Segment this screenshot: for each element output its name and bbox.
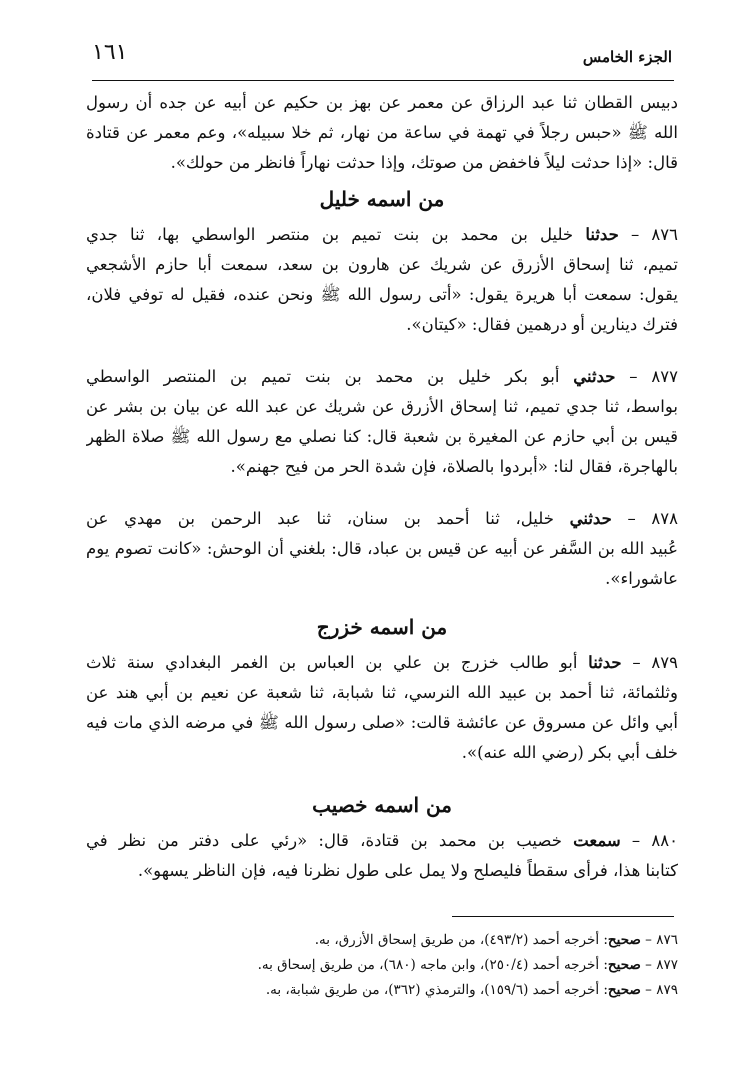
text-line: كتابنا هذا، فرأى سقطاً فليصلح ولا يمل على طول نظرنا فيه، فإن الناظر يسهو». [137,861,678,880]
text-line [86,220,678,250]
text-line: أبي وائل عن مسروق عن عائشة قالت: «صلى رسول الله ﷺ في مرضه الذي مات فيه [86,713,678,732]
text-line: بواسط، ثنا جدي تميم، ثنا إسحاق الأزرق عن شريك عن عبد الله عن بيان بن بشر عن [86,397,678,416]
hadith-879 [86,648,678,768]
text-line: فترك دينارين أو درهمين فقال: «كيتان». [406,315,678,334]
hadith-number: ٨٧٨ – [611,509,678,528]
footnote-879 [150,978,678,1003]
text-line: يقول: سمعت أبا هريرة يقول: «أتى رسول الله ﷺ ونحن عنده، فقيل له توفي فلان، [86,285,678,304]
hadith-878 [86,504,678,594]
hadith-880 [86,826,678,886]
footnote-876 [150,928,678,953]
section-heading-khazraj: من اسمه خزرج [316,615,448,639]
footnote-number: ٨٧٦ – [640,932,678,948]
footnote-number: ٨٧٧ – [640,957,678,973]
hadith-text: خليل بن محمد بن بنت تميم بن منتصر الواسطي بها، ثنا جدي [86,225,586,244]
hadith-lead-word: حدثنا [588,653,622,672]
footnote-number: ٨٧٩ – [640,982,678,998]
text-line: خلف أبي بكر (رضي الله عنه)». [461,743,678,762]
footnotes [150,928,678,1003]
page-number: ١٦١ [92,40,128,65]
hadith-lead-word: سمعت [573,831,621,850]
footnote-divider [452,916,674,917]
hadith-number: ٨٨٠ – [620,831,678,850]
hadith-text: أبو طالب خزرج بن علي بن العباس بن الغمر البغدادي سنة ثلاث [86,653,589,672]
footnote-text: : أخرجه أحمد (٢٥٠/٤)، وابن ماجه (٦٨٠)، من طريق إسحاق به. [257,957,608,973]
text-line [86,826,678,856]
hadith-877 [86,362,678,482]
header-divider [92,80,674,81]
text-line: قيس بن أبي حازم عن المغيرة بن شعبة قال: كنا نصلي مع رسول الله ﷺ صلاة الظهر [86,427,678,446]
text-line: دبيس القطان ثنا عبد الرزاق عن معمر عن بهز بن حكيم عن أبيه عن جده أن رسول [86,93,678,112]
hadith-number: ٨٧٦ – [618,225,678,244]
text-line: تميم، ثنا إسحاق الأزرق عن شريك عن هارون بن سعد، سمعت أبا حازم الأشجعي [86,255,678,274]
section-heading-khusaib: من اسمه خصيب [312,793,452,817]
text-line [86,648,678,678]
text-line [86,362,678,392]
text-line: بالهاجرة، فقال لنا: «أبردوا بالصلاة، فإن شدة الحر من فيح جهنم». [230,457,678,476]
footnote-grade: صحيح [607,932,641,948]
footnote-grade: صحيح [607,982,641,998]
text-line: قال: «إذا حدثت ليلاً فاخفض من صوتك، وإذا حدثت نهاراً فانظر من حولك». [170,153,678,172]
text-line: وثلثمائة، ثنا أحمد بن عبيد الله النرسي، ثنا شبابة، ثنا شعبة عن نعيم بن أبي هند عن [86,683,678,702]
footnote-text: : أخرجه أحمد (١٥٩/٦)، والترمذي (٣٦٢)، من طريق شبابة، به. [265,982,608,998]
text-line: عاشوراء». [605,569,678,588]
hadith-text: خصيب بن محمد بن قتادة، قال: «رئي على دفتر من نظر في [86,831,574,850]
running-title: الجزء الخامس [582,48,672,66]
page-header [92,36,672,76]
hadith-text: خليل، ثنا أحمد بن سنان، ثنا عبد الرحمن بن مهدي عن [86,509,570,528]
main-text [86,88,678,886]
text-line [86,504,678,534]
footnote-877 [150,953,678,978]
hadith-lead-word: حدثني [569,509,612,528]
hadith-lead-word: حدثنا [585,225,619,244]
hadith-number: ٨٧٧ – [615,367,678,386]
hadith-text: أبو بكر خليل بن محمد بن بنت تميم بن المنتصر الواسطي [86,367,574,386]
text-line: الله ﷺ «حبس رجلاً في تهمة في ساعة من نهار، ثم خلا سبيله»، وعم معمر عن قتادة [86,123,678,142]
footnote-text: : أخرجه أحمد (٤٩٣/٢)، من طريق إسحاق الأزرق، به. [314,932,608,948]
hadith-number: ٨٧٩ – [621,653,678,672]
section-heading-khalil: من اسمه خليل [319,187,445,211]
hadith-lead-word: حدثني [573,367,616,386]
hadith-876 [86,220,678,340]
footnote-grade: صحيح [607,957,641,973]
text-line: عُبيد الله بن السَّفر عن أبيه عن قيس بن عباد، قال: بلغني أن الوحش: «كانت تصوم يوم [86,539,678,558]
intro-paragraph [86,88,678,178]
